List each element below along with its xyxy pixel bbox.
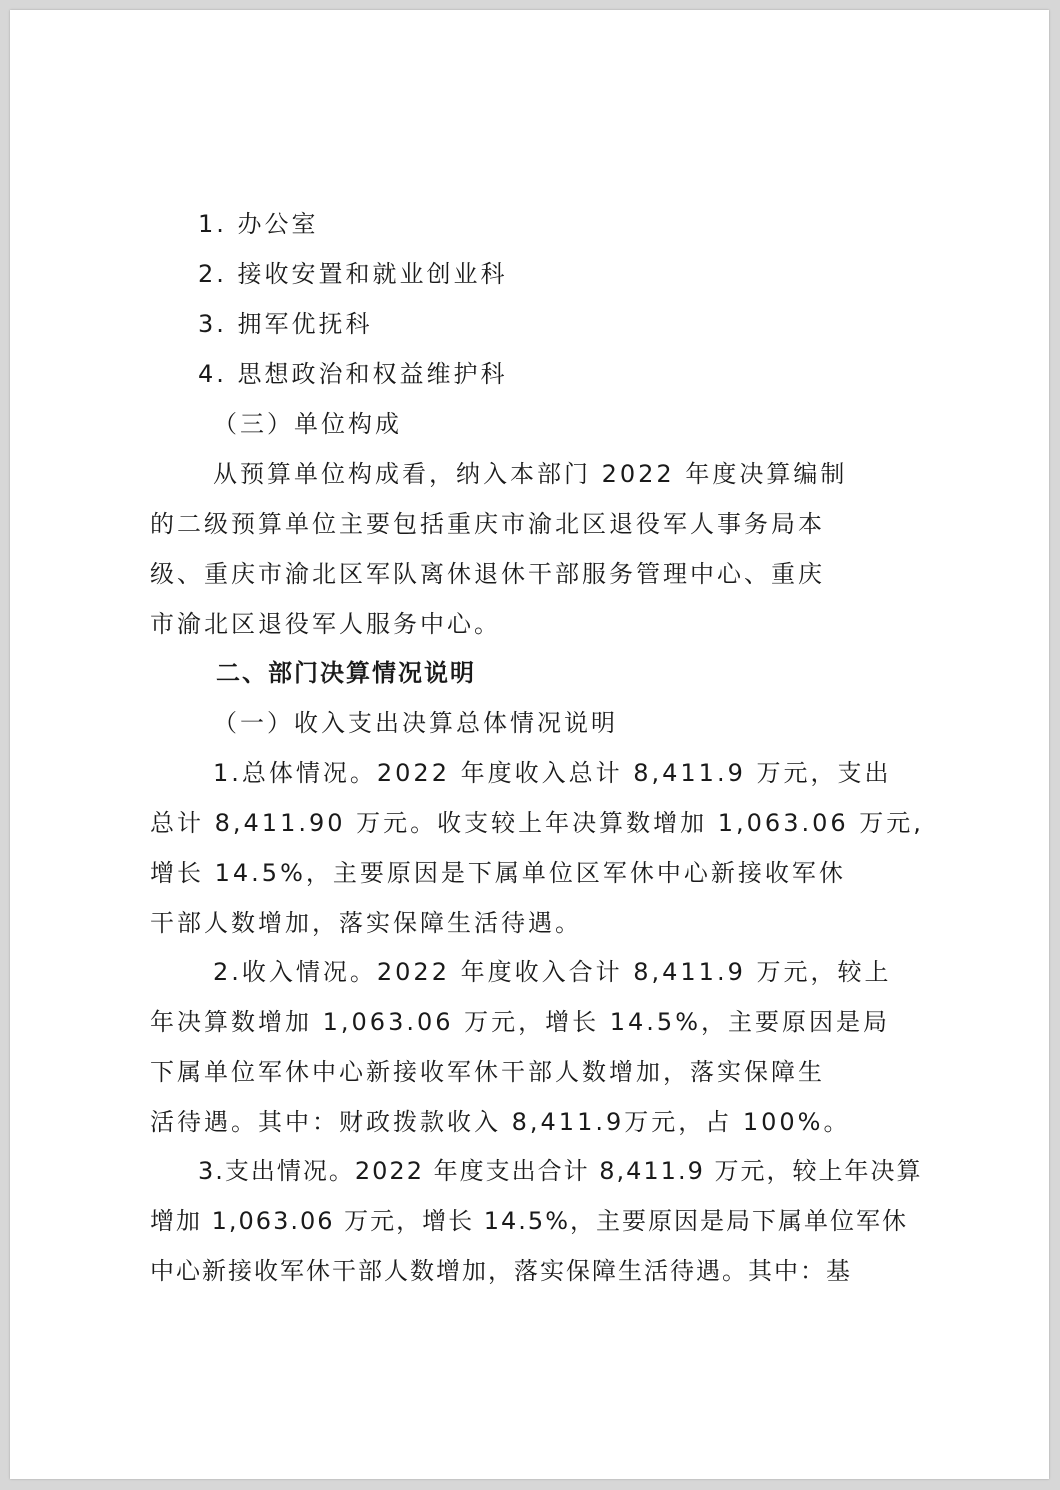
paragraph-line: 从预算单位构成看，纳入本部门 2022 年度决算编制 [213,460,848,488]
list-item: 3. 拥军优抚科 [198,310,373,338]
paragraph-line: 2.收入情况。2022 年度收入合计 8,411.9 万元，较上 [213,958,892,986]
list-item: 2. 接收安置和就业创业科 [198,260,508,288]
section-title-overview: （一）收入支出决算总体情况说明 [213,709,618,737]
paragraph-line: 增长 14.5%，主要原因是下属单位区军休中心新接收军休 [150,859,846,887]
paragraph-line: 的二级预算单位主要包括重庆市渝北区退役军人事务局本 [150,510,825,538]
paragraph-line: 级、重庆市渝北区军队离休退休干部服务管理中心、重庆 [150,560,825,588]
paragraph-line: 活待遇。其中：财政拨款收入 8,411.9万元，占 100%。 [150,1108,851,1136]
section-title-units: （三）单位构成 [213,410,402,438]
paragraph-line: 下属单位军休中心新接收军休干部人数增加，落实保障生 [150,1058,825,1086]
paragraph-line: 总计 8,411.90 万元。收支较上年决算数增加 1,063.06 万元, [150,809,924,837]
paragraph-line: 中心新接收军休干部人数增加，落实保障生活待遇。其中：基 [150,1257,852,1285]
list-item: 1. 办公室 [198,210,319,238]
paragraph-line: 市渝北区退役军人服务中心。 [150,610,501,638]
list-item: 4. 思想政治和权益维护科 [198,360,508,388]
paragraph-line: 干部人数增加，落实保障生活待遇。 [150,909,582,937]
part-two-title: 二、部门决算情况说明 [216,659,476,687]
paragraph-line: 年决算数增加 1,063.06 万元，增长 14.5%，主要原因是局 [150,1008,891,1036]
document-page [10,10,1049,1479]
paragraph-line: 增加 1,063.06 万元，增长 14.5%，主要原因是局下属单位军休 [150,1207,909,1235]
paragraph-line: 1.总体情况。2022 年度收入总计 8,411.9 万元，支出 [213,759,892,787]
paragraph-line: 3.支出情况。2022 年度支出合计 8,411.9 万元，较上年决算 [198,1157,923,1185]
